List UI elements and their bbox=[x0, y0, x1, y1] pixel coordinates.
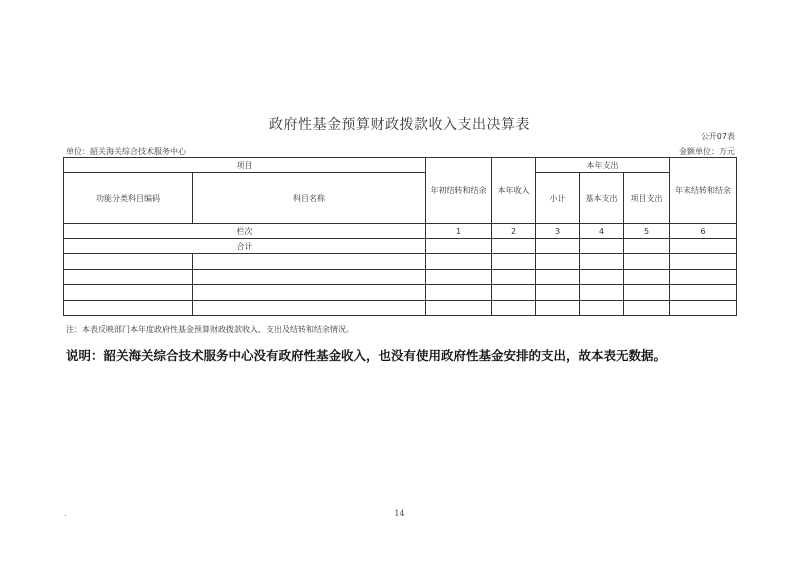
table-cell bbox=[64, 285, 193, 301]
budget-table bbox=[63, 157, 737, 316]
page-title: 政府性基金预算财政拨款收入支出决算表 bbox=[269, 117, 530, 133]
header-opening-balance: 年初结转和结余 bbox=[426, 158, 492, 224]
header-row-2 bbox=[64, 173, 737, 224]
header-project: 项目 bbox=[64, 158, 426, 173]
table-cell bbox=[426, 301, 492, 316]
table-cell bbox=[536, 301, 580, 316]
amount-unit: 金额单位：万元 bbox=[679, 147, 735, 156]
table-cell bbox=[492, 285, 536, 301]
row-total-label: 合计 bbox=[64, 239, 426, 254]
table-cell bbox=[624, 285, 670, 301]
header-project-expense: 项目支出 bbox=[624, 173, 670, 224]
table-cell bbox=[492, 254, 536, 270]
table-row bbox=[64, 285, 737, 301]
column-number-row bbox=[64, 224, 737, 239]
page-number: 14 bbox=[394, 509, 405, 518]
header-annual-expense: 本年支出 bbox=[536, 158, 670, 173]
table-cell bbox=[624, 301, 670, 316]
explanation-text: 说明：韶关海关综合技术服务中心没有政府性基金收入，也没有使用政府性基金安排的支出，故本表无数据。 bbox=[66, 348, 667, 363]
table-cell bbox=[426, 270, 492, 285]
header-annual-income: 本年收入 bbox=[492, 158, 536, 224]
table-cell bbox=[580, 301, 624, 316]
table-row bbox=[64, 254, 737, 270]
table-cell bbox=[193, 270, 426, 285]
col-number: 2 bbox=[492, 224, 536, 239]
table-note: 注：本表反映部门本年度政府性基金预算财政拨款收入、支出及结转和结余情况。 bbox=[66, 325, 354, 334]
table-row bbox=[64, 270, 737, 285]
col-number: 4 bbox=[580, 224, 624, 239]
table-cell bbox=[426, 239, 492, 254]
table-cell bbox=[492, 270, 536, 285]
table-cell bbox=[426, 285, 492, 301]
col-number: 3 bbox=[536, 224, 580, 239]
table-cell bbox=[536, 270, 580, 285]
table-cell bbox=[426, 254, 492, 270]
table-cell bbox=[536, 239, 580, 254]
table-cell bbox=[193, 285, 426, 301]
table-cell bbox=[64, 254, 193, 270]
table-cell bbox=[624, 239, 670, 254]
form-code: 公开07表 bbox=[700, 132, 735, 141]
table-cell bbox=[492, 301, 536, 316]
header-basic-expense: 基本支出 bbox=[580, 173, 624, 224]
header-function-code: 功能分类科目编码 bbox=[64, 173, 193, 224]
table-cell bbox=[193, 254, 426, 270]
table-cell bbox=[624, 254, 670, 270]
table-cell bbox=[580, 285, 624, 301]
table-row bbox=[64, 301, 737, 316]
header-closing-balance: 年末结转和结余 bbox=[670, 158, 737, 224]
table-cell bbox=[580, 254, 624, 270]
header-subject-name: 科目名称 bbox=[193, 173, 426, 224]
table-cell bbox=[624, 270, 670, 285]
row-column-label: 栏次 bbox=[64, 224, 426, 239]
table-cell bbox=[580, 270, 624, 285]
total-row bbox=[64, 239, 737, 254]
col-number: 6 bbox=[670, 224, 737, 239]
header-subtotal: 小计 bbox=[536, 173, 580, 224]
table-cell bbox=[64, 301, 193, 316]
col-number: 5 bbox=[624, 224, 670, 239]
table-cell bbox=[193, 301, 426, 316]
header-row-1 bbox=[64, 158, 737, 173]
table-cell bbox=[536, 285, 580, 301]
table-cell bbox=[670, 301, 737, 316]
table-cell bbox=[580, 239, 624, 254]
table-cell bbox=[670, 270, 737, 285]
table-cell bbox=[670, 285, 737, 301]
table-cell bbox=[64, 270, 193, 285]
table-cell bbox=[670, 239, 737, 254]
table-cell bbox=[536, 254, 580, 270]
col-number: 1 bbox=[426, 224, 492, 239]
table-cell bbox=[670, 254, 737, 270]
table-cell bbox=[492, 239, 536, 254]
reporting-unit: 单位：韶关海关综合技术服务中心 bbox=[66, 147, 186, 156]
